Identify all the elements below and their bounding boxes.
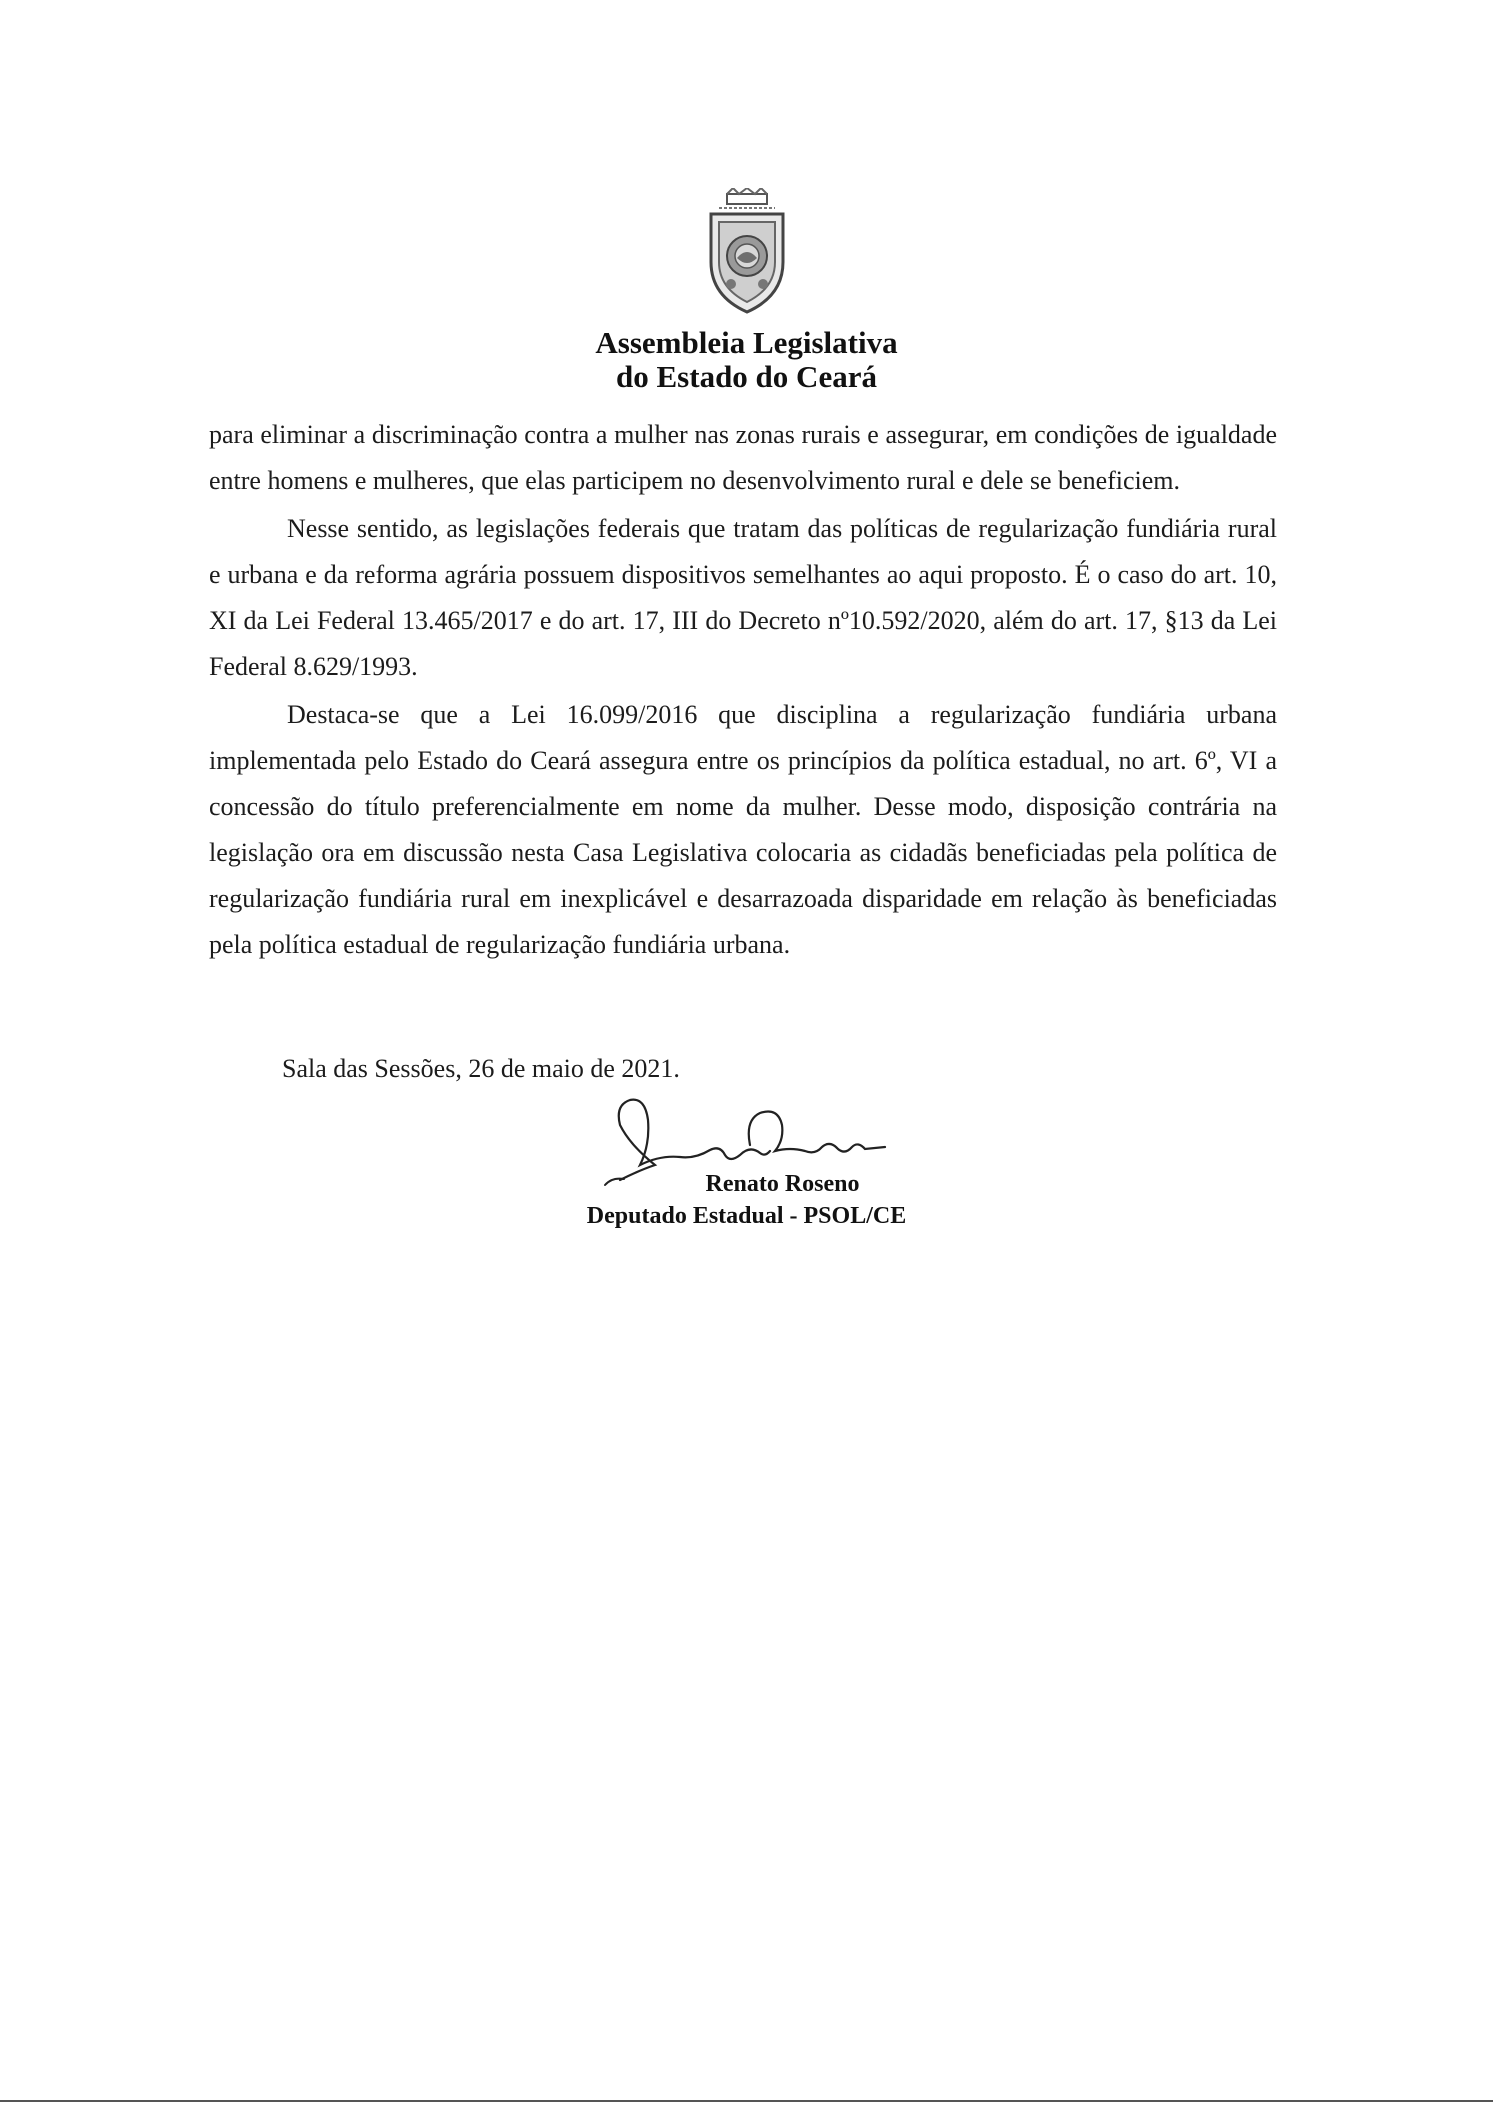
letterhead <box>0 188 1493 394</box>
signer-name: Renato Roseno <box>705 1171 860 1197</box>
signer-title: Deputado Estadual - PSOL/CE <box>586 1203 907 1229</box>
signer-block <box>0 1168 1493 1232</box>
state-coat-of-arms-icon <box>697 188 797 318</box>
paragraph-continuation: para eliminar a discriminação contra a mulher nas zonas rurais e assegurar, em condições de igualdade entre homens e mulheres, que elas participem no desenvolvimento rural e dele se beneficiem. <box>209 420 1277 495</box>
paragraph-state-law: Destaca-se que a Lei 16.099/2016 que disciplina a regularização fundiária urbana implementada pelo Estado do Ceará assegura entre os princípios da política estadual, no art. 6º, VI a concessão do título preferencialmente em nome da mulher. Desse modo, disposição contrária na legislação ora em discussão nesta Casa Legislativa colocaria as cidadãs beneficiadas pela política de regularização fundiária rural em inexplicável e desarrazoada disparidade em relação às beneficiadas pela política estadual de regularização fundiária urbana. <box>209 700 1277 959</box>
document-body <box>209 412 1277 970</box>
paragraph-federal-legislation: Nesse sentido, as legislações federais que tratam das políticas de regularização fundiária rural e urbana e da reforma agrária possuem dispositivos semelhantes ao aqui proposto. É o caso do art. 10, XI da Lei Federal 13.465/2017 e do art. 17, III do Decreto nº10.592/2020, além do art. 17, §13 da Lei Federal 8.629/1993. <box>209 514 1277 681</box>
institution-name-line2: do Estado do Ceará <box>616 359 877 394</box>
place-and-date: Sala das Sessões, 26 de maio de 2021. <box>282 1054 680 1083</box>
page-bottom-rule <box>0 2100 1493 2102</box>
institution-name-line1: Assembleia Legislativa <box>595 325 898 360</box>
